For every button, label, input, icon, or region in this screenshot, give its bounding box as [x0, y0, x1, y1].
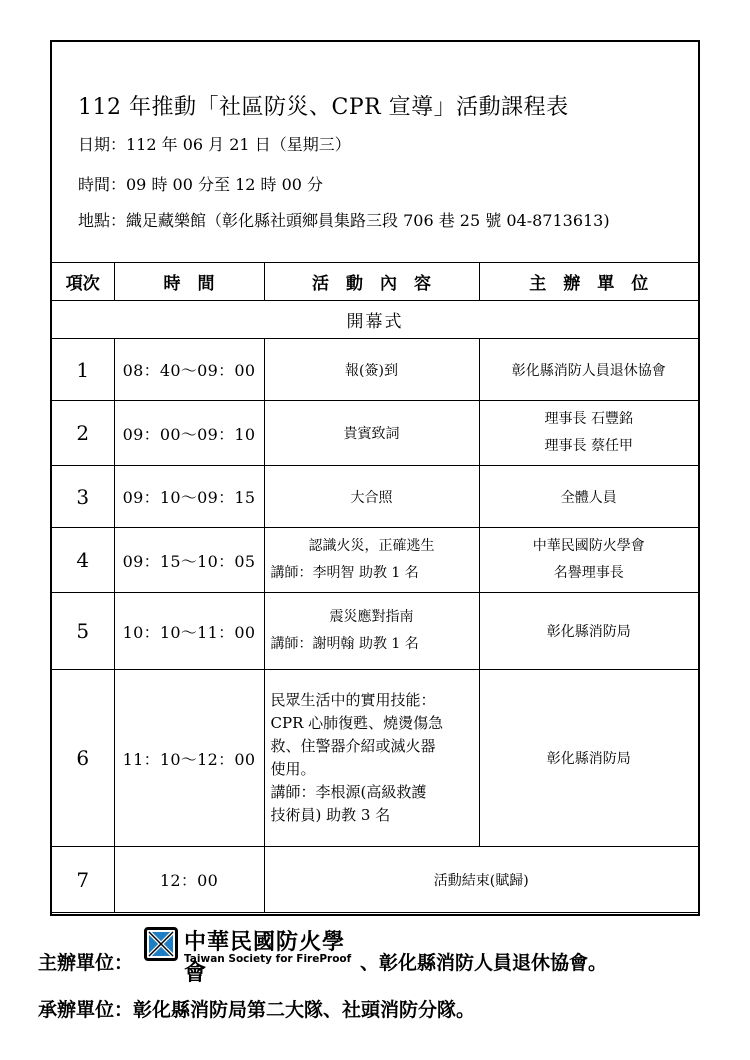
event-location: 地點：織足藏樂館（彰化縣社頭鄉員集路三段 706 巷 25 號 04-8713613)	[78, 211, 610, 230]
activity-line: 講師：謝明翰 助教 1 名	[270, 636, 419, 652]
col-header-no: 項次	[52, 263, 114, 301]
row-host: 彰化縣消防人員退休協會	[479, 339, 698, 401]
row-no: 1	[52, 339, 114, 401]
row-host	[479, 528, 698, 593]
row-no: 5	[52, 593, 114, 670]
table-row	[52, 593, 698, 670]
activity-line: 使用。	[270, 760, 316, 778]
table-header-row	[52, 263, 698, 301]
row-no: 2	[52, 401, 114, 466]
activity-line: 民眾生活中的實用技能：	[270, 691, 436, 709]
row-time: 09：15～10：05	[114, 528, 264, 593]
row-activity	[264, 670, 479, 847]
schedule-frame	[50, 40, 700, 916]
logo-chinese-name: 中華民國防火學會	[184, 930, 346, 986]
table-row	[52, 401, 698, 466]
col-header-time: 時 間	[114, 263, 264, 301]
table-row	[52, 847, 698, 913]
opening-label: 開幕式	[52, 301, 698, 339]
table-row	[52, 466, 698, 528]
opening-row	[52, 301, 698, 339]
row-activity	[264, 593, 479, 670]
row-time: 09：00～09：10	[114, 401, 264, 466]
col-header-host: 主 辦 單 位	[479, 263, 698, 301]
table-row	[52, 339, 698, 401]
activity-line: 講師：李明智 助教 1 名	[270, 565, 419, 581]
organizer-label: 主辦單位：	[38, 952, 134, 974]
closing-label: 活動結束(賦歸)	[264, 847, 698, 913]
host-line: 名譽理事長	[553, 565, 624, 581]
col-header-activity: 活 動 內 容	[264, 263, 479, 301]
activity-line: 認識火災，正確逃生	[308, 538, 435, 554]
row-activity: 大合照	[264, 466, 479, 528]
table-row	[52, 528, 698, 593]
row-no: 4	[52, 528, 114, 593]
row-host: 彰化縣消防局	[479, 670, 698, 847]
row-time: 10：10～11：00	[114, 593, 264, 670]
event-time: 時間：09 時 00 分至 12 時 00 分	[78, 175, 324, 194]
fire-society-logo	[144, 925, 362, 986]
row-activity	[264, 528, 479, 593]
row-time: 09：10～09：15	[114, 466, 264, 528]
page-title: 112 年推動「社區防災、CPR 宣導」活動課程表	[78, 95, 569, 120]
activity-line: 講師：李根源(高級救護	[270, 783, 427, 801]
row-activity: 報(簽)到	[264, 339, 479, 401]
row-time: 11：10～12：00	[114, 670, 264, 847]
host-line: 理事長 蔡任甲	[544, 438, 633, 454]
activity-line: 震災應對指南	[329, 609, 414, 625]
activity-line: 救、住警器介紹或滅火器	[270, 737, 436, 755]
row-host	[479, 401, 698, 466]
row-no: 3	[52, 466, 114, 528]
row-no: 6	[52, 670, 114, 847]
event-date: 日期：112 年 06 月 21 日（星期三）	[78, 135, 351, 154]
row-no: 7	[52, 847, 114, 913]
host-line: 理事長 石豐銘	[544, 411, 633, 427]
fire-society-logo-icon	[144, 927, 178, 961]
host-line: 中華民國防火學會	[532, 538, 645, 554]
organizer-rest: 、彰化縣消防人員退休協會。	[360, 952, 608, 974]
activity-line: CPR 心肺復甦、燒燙傷急	[270, 714, 444, 732]
schedule-table	[52, 262, 698, 913]
logo-english-name: Taiwan Society for FireProof	[184, 953, 352, 965]
row-host: 彰化縣消防局	[479, 593, 698, 670]
row-activity: 貴賓致詞	[264, 401, 479, 466]
row-time: 08：40～09：00	[114, 339, 264, 401]
activity-line: 技術員) 助教 3 名	[270, 806, 391, 824]
row-host: 全體人員	[479, 466, 698, 528]
row-time: 12：00	[114, 847, 264, 913]
table-row	[52, 670, 698, 847]
co-organizer-line: 承辦單位：彰化縣消防局第二大隊、社頭消防分隊。	[38, 999, 476, 1021]
